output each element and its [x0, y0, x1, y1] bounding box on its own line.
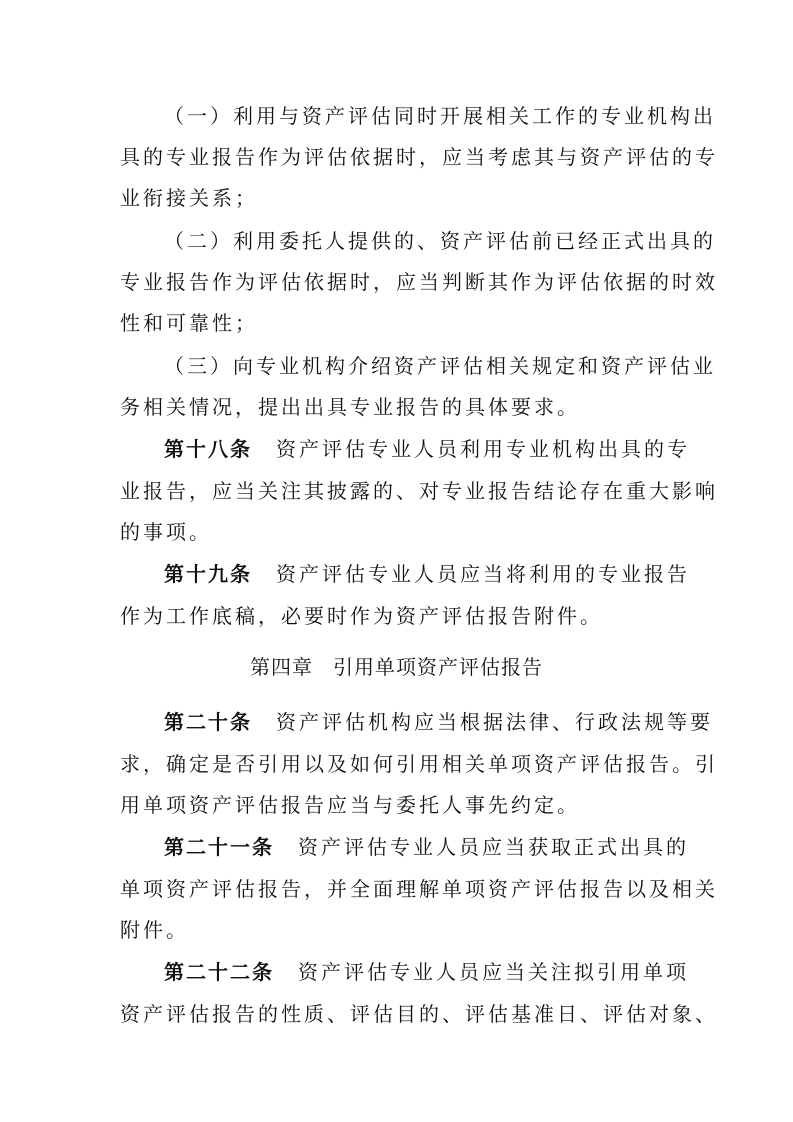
paragraph-line: 业报告，应当关注其披露的、对专业报告结论存在重大影响 [120, 479, 718, 503]
article-22-title: 第二十二条 [164, 960, 274, 984]
article-19-first-line [164, 562, 690, 586]
paragraph-line: 资产评估报告的性质、评估目的、评估基准日、评估对象、 [120, 1002, 718, 1026]
article-20-title: 第二十条 [164, 710, 252, 734]
article-18-first-line [164, 437, 690, 461]
paragraph-line: 的事项。 [120, 520, 212, 544]
paragraph-line: 具的专业报告作为评估依据时，应当考虑其与资产评估的专 [120, 145, 718, 169]
article-19-text: 资产评估专业人员应当将利用的专业报告 [276, 562, 690, 586]
paragraph-line: （一）利用与资产评估同时开展相关工作的专业机构出 [164, 104, 716, 128]
paragraph-line: 单项资产评估报告，并全面理解单项资产评估报告以及相关 [120, 877, 718, 901]
paragraph-line: 求，确定是否引用以及如何引用相关单项资产评估报告。引 [120, 752, 718, 776]
paragraph-line: （二）利用委托人提供的、资产评估前已经正式出具的 [164, 229, 716, 253]
paragraph-line: 专业报告作为评估依据时，应当判断其作为评估依据的时效 [120, 270, 718, 294]
paragraph-line: 业衔接关系； [120, 186, 258, 210]
chapter-heading [0, 655, 793, 679]
article-18-text: 资产评估专业人员利用专业机构出具的专 [276, 437, 690, 461]
article-19-title: 第十九条 [164, 562, 252, 586]
paragraph-line: 性和可靠性； [120, 311, 258, 335]
article-21-title: 第二十一条 [164, 835, 274, 859]
chapter-number: 第四章 [250, 655, 313, 679]
chapter-title: 引用单项资产评估报告 [333, 655, 543, 679]
article-21-text: 资产评估专业人员应当获取正式出具的 [298, 835, 689, 859]
article-22-first-line [164, 960, 689, 984]
paragraph-line: 务相关情况，提出出具专业报告的具体要求。 [120, 395, 580, 419]
paragraph-line: （三）向专业机构介绍资产评估相关规定和资产评估业 [164, 354, 716, 378]
article-18-title: 第十八条 [164, 437, 252, 461]
paragraph-line: 附件。 [120, 918, 189, 942]
paragraph-line: 用单项资产评估报告应当与委托人事先约定。 [120, 793, 580, 817]
article-22-text: 资产评估专业人员应当关注拟引用单项 [298, 960, 689, 984]
article-21-first-line [164, 835, 689, 859]
paragraph-line: 作为工作底稿，必要时作为资产评估报告附件。 [120, 604, 603, 628]
article-20-text: 资产评估机构应当根据法律、行政法规等要 [276, 710, 713, 734]
article-20-first-line [164, 710, 713, 734]
